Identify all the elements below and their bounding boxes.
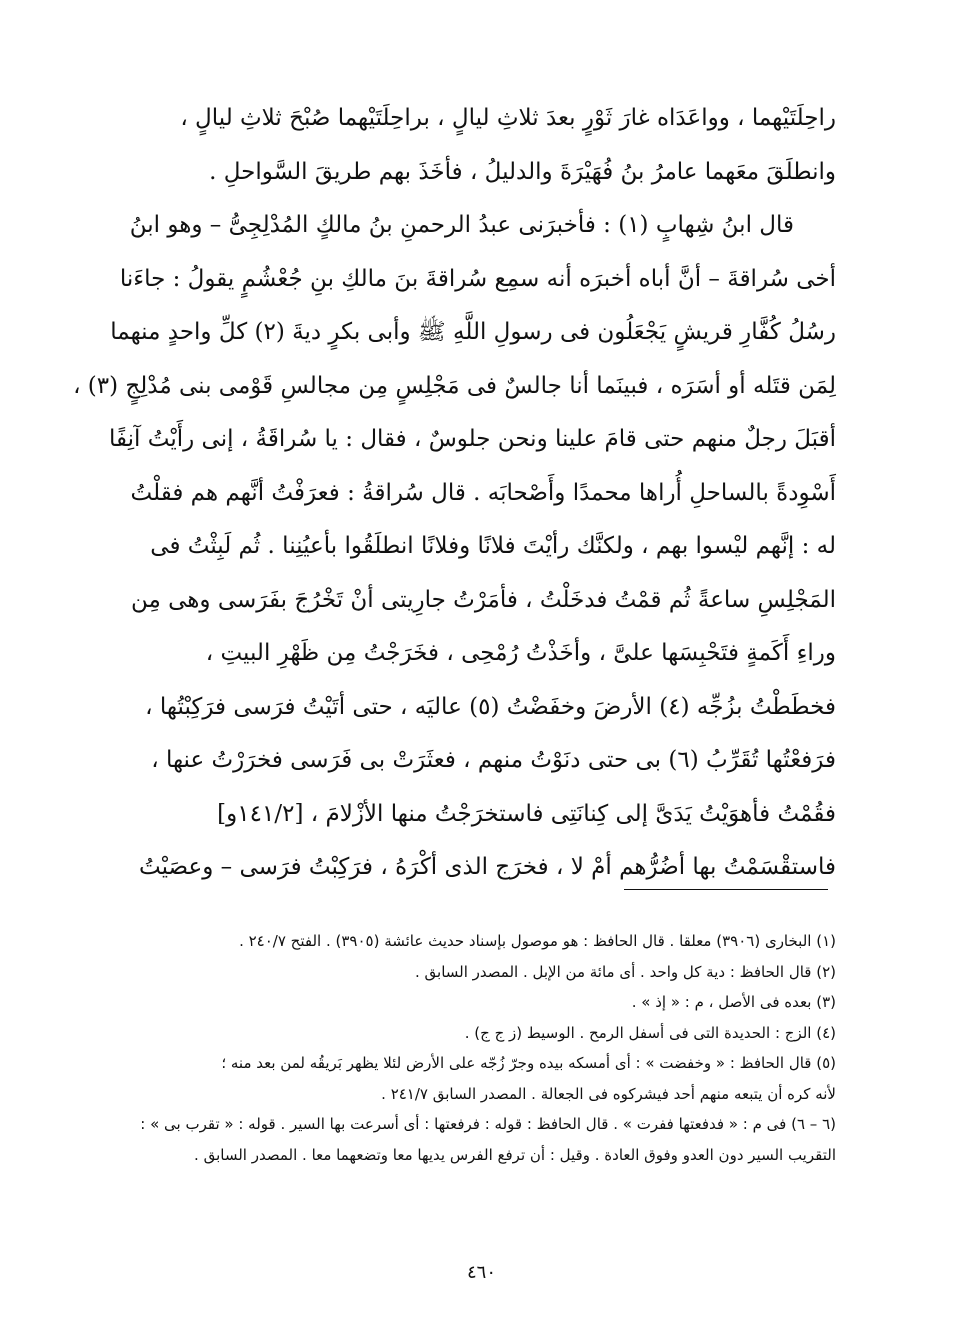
footnote-line: لأنه كره أن يتبعه منهم أحد فيشركوه فى الجعالة . المصدر السابق ٢٤١/٧ .	[381, 1084, 836, 1103]
footnotes-section	[106, 926, 836, 1170]
text-line: فخطَطْتُ بزُجِّه (٤) الأرضَ وخفَضْتُ (٥) عاليَه ، حتى أتَيْتُ فرَسى فرَكِبْتُها ،	[145, 693, 836, 720]
text-line: لِمَن قتَله أو أسَرَه ، فبينَما أنا جالسٌ فى مَجْلِسٍ مِن مجالسِ قَوْمى بنى مُدْلِجٍ (٣) ،	[73, 372, 836, 399]
text-line: أقبَلَ رجلٌ منهم حتى قامَ علينا ونحن جلوسٌ ، فقال : يا سُراقَةُ ، إنى رأَيْتُ آنِفًا	[109, 426, 836, 452]
text-line: رسُلُ كُفَّارِ قريشٍ يَجْعَلُون فى رسولِ اللَّهِ ﷺ وأبى بكرٍ ديةَ (٢) كلِّ واحدٍ منهما	[110, 319, 836, 345]
text-line: أخى سُراقةَ – أنَّ أباه أخبرَه أنه سمِع سُراقةَ بنَ مالكِ بنِ جُعْشُمٍ يقولُ : جاءَنا	[119, 265, 836, 292]
page-number: ٤٦٠	[466, 1262, 496, 1283]
text-line: له : إنَّهم ليْسوا بهم ، ولكنَّك رأيْتَ فلانًا وفلانًا انطلَقُوا بأعيُنِنا . ثُم لَبِثْتُ فى	[150, 533, 836, 559]
text-line: أَسْوِدةً بالساحلِ أُراها محمدًا وأَصْحابَه . قال سُراقةُ : فعرَفْتُ أنَّهم هم فقلْتُ	[130, 479, 836, 506]
text-line: وراءِ أَكَمةٍ فتَحْبِسَها علىَّ ، وأخَذْتُ رُمْحِى ، فخَرَجْتُ مِن ظَهْرِ البيتِ ،	[205, 640, 836, 666]
text-line: راحِلَتَيْهما ، وواعَدَاه غارَ ثَوْرٍ بعدَ ثلاثِ ليالٍ ، براحِلَتَيْهما صُبْحَ ثلاثِ ليالٍ ،	[180, 105, 836, 131]
footnote-line: (٦ – ٦) فى م : « فدفعتها ففرت » . قال الحافظ : قوله : فرفعتها : أى أسرعت بها السير . قوله : « تقرب بى » :	[140, 1115, 836, 1133]
footnote-line: (٢) قال الحافظ : دية كل واحد . أى مائة من الإبل . المصدر السابق .	[415, 962, 836, 981]
footnote-divider	[624, 889, 828, 890]
main-text-body	[73, 92, 836, 895]
text-line: فقُمْتُ فأهوَيْتُ يَدَىَّ إلى كِنانَتِى فاستخرَجْتُ منها الأزْلامَ ، [١٤١/٢و]	[217, 800, 836, 827]
text-line: المَجْلِسِ ساعةً ثُم قمْتُ فدخَلْتُ ، فأمَرْتُ جارِيتى أنْ تَخْرُجَ بفَرَسى وهى مِن	[130, 586, 836, 613]
footnote-line: (٤) الزج : الحديدة التى فى أسفل الرمح . الوسيط (ز ج ج) .	[464, 1023, 836, 1042]
text-line: فاستقْسَمْتُ بها أضُرُّهم أمْ لا ، فخرَج الذى أكْرَهُ ، فرَكِبْتُ فرَسى – وعصَيْتُ	[139, 854, 836, 880]
footnote-line: (١) البخارى (٣٩٠٦) معلقا . قال الحافظ : هو موصول بإسناد حديث عائشة (٣٩٠٥) . الفتح ٢٤٠/٧ .	[239, 932, 836, 950]
footnote-line: (٥) قال الحافظ : « وخفضت » : أى أمسكه بيده وجرّ زُجّه على الأرض لئلا يظهر بَريقُه لمن بعد منه ؛	[221, 1054, 836, 1072]
text-line: فرَفعْتُها تُقَرِّبُ (٦) بى حتى دنَوْتُ منهم ، فعثَرَتْ بى فَرَسى فخرَرْتُ عنها ،	[151, 747, 836, 773]
footnote-line: (٣) بعده فى الأصل ، م : « إذ » .	[631, 993, 836, 1011]
footnote-line: التقريب السير دون العدو وفوق العادة . وقيل : أن ترفع الفرس يديها معا وتضعهما معا . المصدر السابق .	[194, 1145, 836, 1164]
text-line: قال ابنُ شِهابٍ (١) : فأخبرَنى عبدُ الرحمنِ بنُ مالكٍ المُدْلِجِىُّ – وهو ابنُ	[129, 212, 794, 238]
text-line: وانطلَقَ معَهما عامرُ بنُ فُهَيْرَةَ والدليلُ ، فأخَذَ بهم طريقَ السَّواحلِ .	[209, 158, 836, 185]
